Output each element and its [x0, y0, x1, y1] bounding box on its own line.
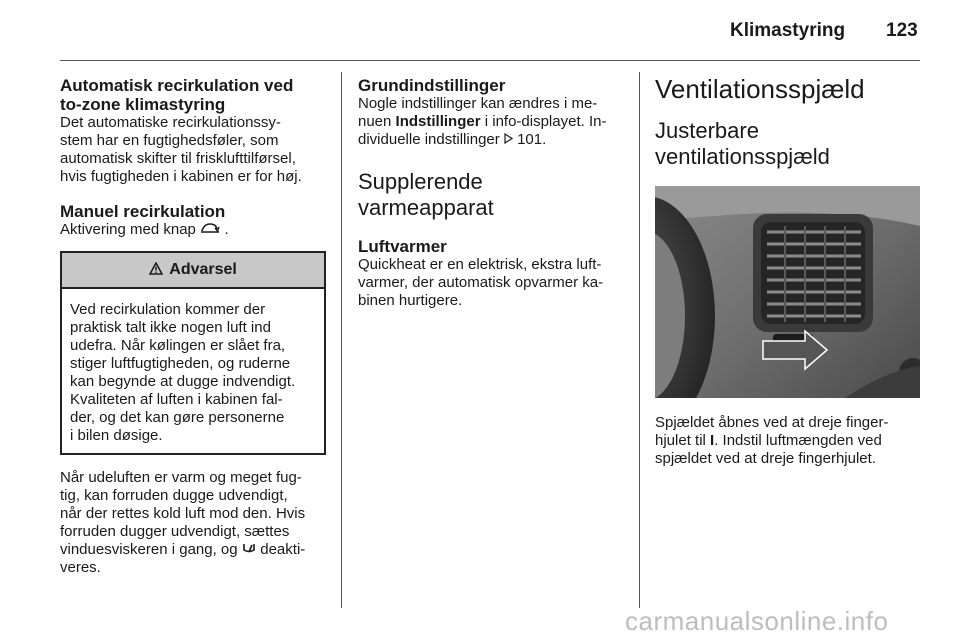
text-line: binen hurtigere.: [358, 292, 463, 309]
column-divider-right: [639, 72, 640, 608]
manual-recirc-heading: Manuel recirkulation: [60, 202, 226, 221]
warning-line: stiger luftfugtigheden, og ruderne: [70, 355, 291, 372]
fogging-paragraph: Når udeluften er varm og meget fug- tig, kan forruden dugge udvendigt, når der rettes kold luft mod den. Hvis forruden dugger udvendigt, sættes vinduesviskeren i gang, og deakti- veres.: [60, 469, 306, 576]
warning-header: [62, 253, 324, 289]
text-line: når der rettes kold luft mod den. Hvis: [60, 505, 306, 522]
text-line: forruden dugger udvendigt, sættes: [60, 523, 290, 540]
section-title: Klimastyring: [730, 20, 846, 41]
basic-settings-heading: Grundindstillinger: [358, 76, 506, 95]
warning-line: praktisk talt ikke nogen luft ind: [70, 319, 271, 336]
column-divider-left: [341, 72, 342, 608]
text-line: tig, kan forruden dugge udvendigt,: [60, 487, 288, 504]
text-line: varmer, der automatisk opvarmer ka-: [358, 274, 604, 291]
column-right: [655, 74, 920, 468]
header-divider: [60, 60, 920, 61]
warning-line: Kvaliteten af luften i kabinen fal-: [70, 391, 283, 408]
wiper-icon: [242, 542, 260, 558]
manual-recirc-text: Aktivering med knap .: [60, 221, 229, 238]
warning-text: [62, 289, 324, 453]
recirculation-icon: [200, 222, 224, 238]
page-reference-arrow-icon: [504, 131, 517, 148]
column-middle: [358, 76, 628, 310]
warning-title: Advarsel: [169, 261, 237, 278]
text-line: hvis fugtigheden i kabinen er for høj.: [60, 168, 302, 185]
text-line: Quickheat er en elektrisk, ekstra luft-: [358, 256, 602, 273]
settings-menu-name: Indstillinger: [395, 113, 481, 130]
vent-caption: Spjældet åbnes ved at dreje finger- hjulet til I. Indstil luftmængden ved spjældet ved at dreje fingerhjulet.: [655, 414, 889, 467]
warning-box: [60, 251, 326, 455]
supplementary-heater-heading: Supplerende varmeapparat: [358, 169, 494, 220]
page-reference: 101.: [517, 131, 547, 148]
air-vent-photo: [655, 186, 920, 398]
text-line: automatisk skifter til frisklufttilførsel,: [60, 150, 296, 167]
text-line: Det automatiske recirkulationssy-: [60, 114, 281, 131]
ventilation-title: Ventilationsspjæld: [655, 74, 865, 104]
auto-recirc-paragraph: [60, 114, 326, 186]
text-line: stem har en fugtighedsføler, som: [60, 132, 279, 149]
auto-recirc-heading: Automatisk recirkulation ved to-zone klimastyring: [60, 76, 294, 114]
air-heater-heading: Luftvarmer: [358, 237, 447, 256]
warning-line: udefra. Når kølingen er slået fra,: [70, 337, 286, 354]
open-symbol: I: [710, 432, 715, 449]
page-number: 123: [886, 20, 918, 41]
warning-line: i bilen døsige.: [70, 427, 163, 444]
text-line: vinduesviskeren i gang, og: [60, 541, 238, 558]
adjustable-vents-heading: Justerbare ventilationsspjæld: [655, 118, 830, 169]
text-line: Når udeluften er varm og meget fug-: [60, 469, 302, 486]
warning-line: der, og det kan gøre personerne: [70, 409, 285, 426]
warning-line: kan begynde at dugge indvendigt.: [70, 373, 296, 390]
warning-line: Ved recirkulation kommer der: [70, 301, 266, 318]
basic-settings-text: Nogle indstillinger kan ændres i me- nuen Indstillinger i info-displayet. In- dividuelle indstillinger 101.: [358, 95, 607, 148]
column-left: [60, 76, 326, 577]
watermark: carmanualsonline.info: [625, 606, 889, 636]
warning-triangle-icon: [149, 261, 167, 278]
air-heater-text: [358, 256, 628, 310]
